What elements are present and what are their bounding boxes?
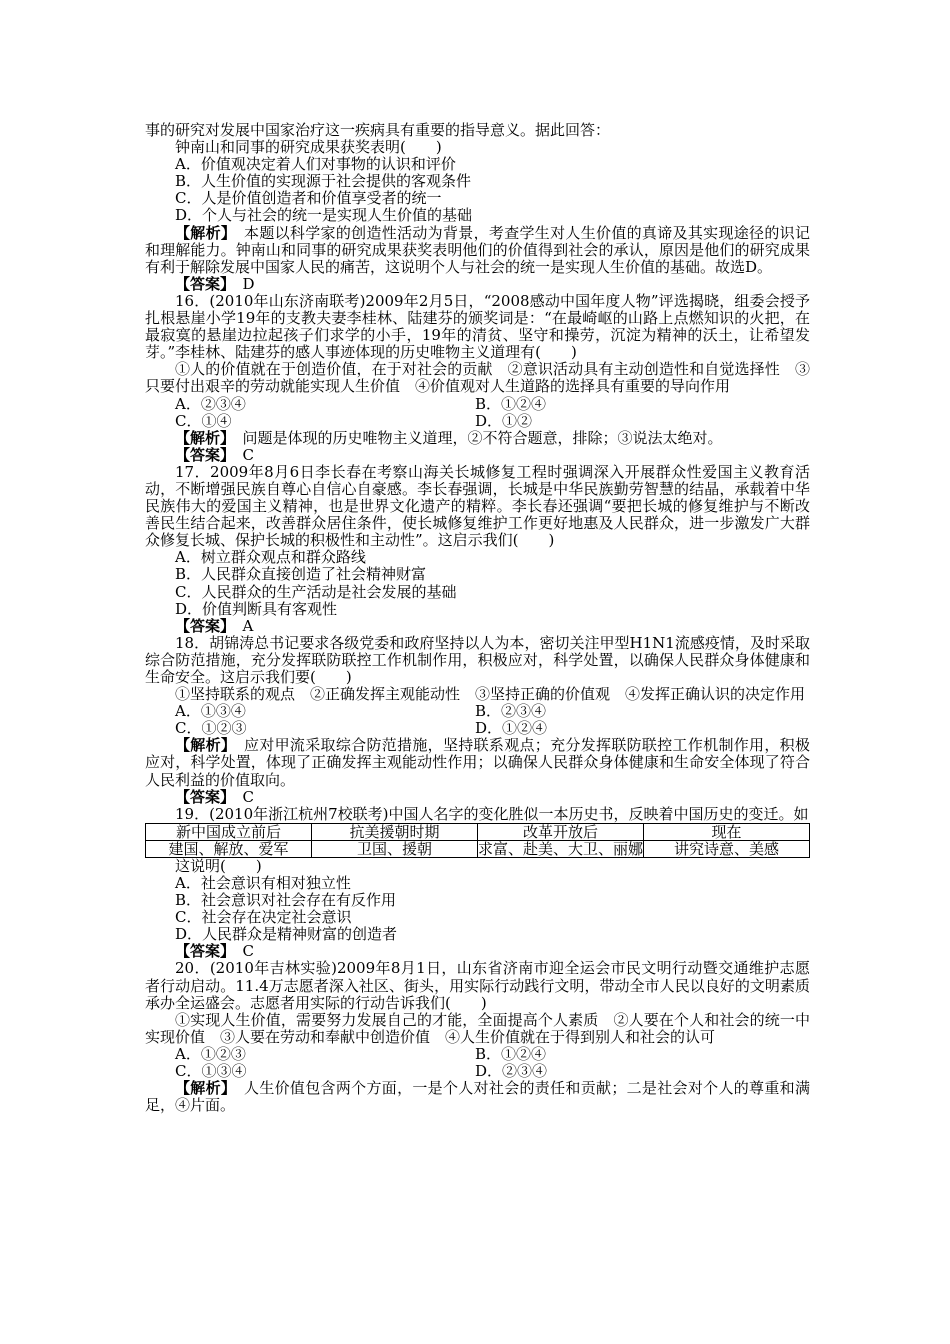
analysis-label: 【解析】: [175, 736, 229, 755]
q15-option-b: B．人生价值的实现源于社会提供的客观条件: [175, 172, 472, 191]
q17-stem: 17．2009年8月6日李长春在考察山海关长城修复工程时强调深入开展群众性爱国主义教育活动，不断增强民族自尊心自信心自豪感。李长春强调，长城是中华民族勤劳智慧的结晶，承载着中华民族伟大的爱国主义精神，也是世界文化遗产的精粹。李长春还强调“要把长城的修复维护与不断改善民生结合起来，改善群众居住条件，使长城修复维护工作更好地惠及人民群众，进一步激发广大群众修复长城、保护长城的积极性和主动性”。这启示我们( ): [145, 462, 810, 550]
q18-option-b: B．②③④: [475, 702, 547, 721]
q16-options-row-1: [145, 396, 810, 413]
q16-option-b: B．①②④: [475, 394, 547, 413]
q20-option-d: D．②③④: [475, 1061, 548, 1080]
analysis-text: 问题是体现的历史唯物主义道理，②不符合题意，排除；③说法太绝对。: [227, 428, 723, 447]
q15-option-a: A．价值观决定着人们对事物的认识和评价: [175, 155, 456, 174]
q15-intro: 事的研究对发展中国家治疗这一疾病具有重要的指导意义。据此回答：: [145, 121, 611, 139]
q20-items: ①实现人生价值，需要努力发展自己的才能，全面提高个人素质 ②人要在个人和社会的统一中实现价值 ③人要在劳动和奉献中创造价值 ④人生价值就在于得到别人和社会的认可: [145, 1010, 810, 1046]
analysis-text: 本题以科学家的创造性活动为背景，考查学生对人生价值的真谛及其实现途径的识记和理解能力。钟南山和同事的研究成果获奖表明他们的价值得到社会的承认，原因是他们的研究成果有利于解除发展中国家人民的痛苦，这说明个人与社会的统一是实现人生价值的基础。故选D。: [145, 223, 810, 276]
q15-option-d: D．个人与社会的统一是实现人生价值的基础: [175, 206, 473, 225]
q18-option-a: A．①③④: [175, 702, 246, 721]
q15-analysis: [145, 225, 810, 276]
q18-stem: 18．胡锦涛总书记要求各级党委和政府坚持以人为本，密切关注甲型H1N1流感疫情，及时采取综合防范措施，充分发挥联防联控工作机制作用，积极应对，科学处置，以确保人民群众身体健康和生命安全。这启示我们要( ): [145, 633, 810, 686]
q18-options-row-1: [145, 703, 810, 720]
analysis-label: 【解析】: [175, 223, 229, 242]
q17-answer: [145, 618, 810, 635]
q19-option-d: D．人民群众是精神财富的创造者: [175, 925, 398, 944]
q17-option-d: D．价值判断具有客观性: [175, 599, 338, 618]
table-cell: 求富、赴美、大卫、丽娜: [478, 839, 644, 858]
q20-stem: 20．(2010年吉林实验)2009年8月1日，山东省济南市迎全运会市民文明行动暨交通维护志愿者行动启动。11.4万志愿者深入社区、街头，用实际行动践行文明，带动全市人民以良好的文明素质承办全运盛会。志愿者用实际的行动告诉我们( ): [145, 959, 810, 1012]
q15-option-c: C．人是价值创造者和价值享受者的统一: [175, 189, 442, 208]
answer-label: 【答案】: [175, 274, 228, 293]
analysis-label: 【解析】: [175, 428, 228, 447]
q18-analysis: [145, 737, 810, 788]
table-cell: 讲究诗意、美感: [644, 840, 810, 857]
answer-text: C: [227, 942, 254, 961]
q17-option-a: A．树立群众观点和群众路线: [175, 548, 366, 567]
answer-label: 【答案】: [175, 445, 228, 464]
q18-option-d: D．①②④: [475, 719, 548, 738]
answer-label: 【答案】: [175, 787, 228, 806]
q16-options-row-2: [145, 413, 810, 430]
q16-items: ①人的价值就在于创造价值，在于对社会的贡献 ②意识活动具有主动创造性和自觉选择性 ③只要付出艰辛的劳动就能实现人生价值 ④价值观对人生道路的选择具有重要的导向作用: [145, 360, 810, 396]
q19-stem: 19．(2010年浙江杭州7校联考)中国人名字的变化胜似一本历史书，反映着中国历史的变迁。如: [175, 804, 809, 823]
q16-analysis: [145, 430, 810, 447]
answer-label: 【答案】: [175, 942, 228, 961]
table-row: [146, 840, 810, 857]
q20-option-a: A．①②③: [175, 1044, 246, 1063]
analysis-text: 人生价值包含两个方面，一是个人对社会的责任和贡献；二是社会对个人的尊重和满足，④片面。: [145, 1079, 810, 1115]
q16-stem: 16．(2010年山东济南联考)2009年2月5日，“2008感动中国年度人物”评选揭晓，组委会授予扎根悬崖小学19年的支教夫妻李桂林、陆建芬的颁奖词是：“在最崎岖的山路上点燃知识的火把，在最寂寞的悬崖边拉起孩子们求学的小手，19年的清贫、坚守和操劳，沉淀为精神的沃土，让希望发芽。”李桂林、陆建芬的感人事迹体现的历史唯物主义道理有( ): [145, 291, 810, 362]
table-header-row: [146, 823, 810, 840]
q18-option-c: C．①②③: [175, 719, 247, 738]
q15-stem: 钟南山和同事的研究成果获奖表明( ): [175, 138, 442, 157]
analysis-label: 【解析】: [175, 1079, 229, 1098]
q19-option-a: A．社会意识有相对独立性: [175, 873, 351, 892]
q16-option-a: A．②③④: [175, 394, 246, 413]
table-header-cell: 现在: [644, 823, 810, 840]
q16-answer: [145, 447, 810, 464]
analysis-text: 应对甲流采取综合防范措施，坚持联系观点；充分发挥联防联控工作机制作用，积极应对，科学处置，体现了正确发挥主观能动性作用；以确保人民群众身体健康和生命安全体现了符合人民利益的价值取向。: [145, 736, 810, 789]
name-history-table: [145, 823, 810, 858]
table-header-cell: 改革开放后: [478, 823, 644, 840]
table-header-cell: 抗美援朝时期: [312, 823, 478, 840]
answer-label: 【答案】: [175, 616, 228, 635]
document-page: [145, 122, 810, 1114]
q16-option-d: D．①②: [475, 411, 533, 430]
q17-option-b: B．人民群众直接创造了社会精神财富: [175, 565, 427, 584]
q20-option-b: B．①②④: [475, 1044, 547, 1063]
q20-analysis: [145, 1080, 810, 1114]
q15-answer: [145, 276, 810, 293]
q18-options-row-2: [145, 720, 810, 737]
q18-items: ①坚持联系的观点 ②正确发挥主观能动性 ③坚持正确的价值观 ④发挥正确认识的决定作用: [175, 685, 806, 704]
q19-option-c: C．社会存在决定社会意识: [175, 908, 352, 927]
q18-answer: [145, 789, 810, 806]
answer-text: D: [227, 274, 255, 293]
q20-option-c: C．①③④: [175, 1061, 247, 1080]
answer-text: C: [227, 787, 254, 806]
q16-option-c: C．①④: [175, 411, 232, 430]
table-cell: 建国、解放、爱军: [146, 840, 312, 857]
q20-options-row-1: [145, 1046, 810, 1063]
q17-option-c: C．人民群众的生产活动是社会发展的基础: [175, 582, 457, 601]
answer-text: A: [227, 616, 254, 635]
q19-answer: [145, 943, 810, 960]
q20-options-row-2: [145, 1063, 810, 1080]
table-header-cell: 新中国成立前后: [146, 823, 312, 840]
table-cell: 卫国、援朝: [312, 840, 478, 857]
q19-question: 这说明( ): [175, 856, 262, 875]
answer-text: C: [227, 445, 254, 464]
q19-option-b: B．社会意识对社会存在有反作用: [175, 891, 397, 910]
